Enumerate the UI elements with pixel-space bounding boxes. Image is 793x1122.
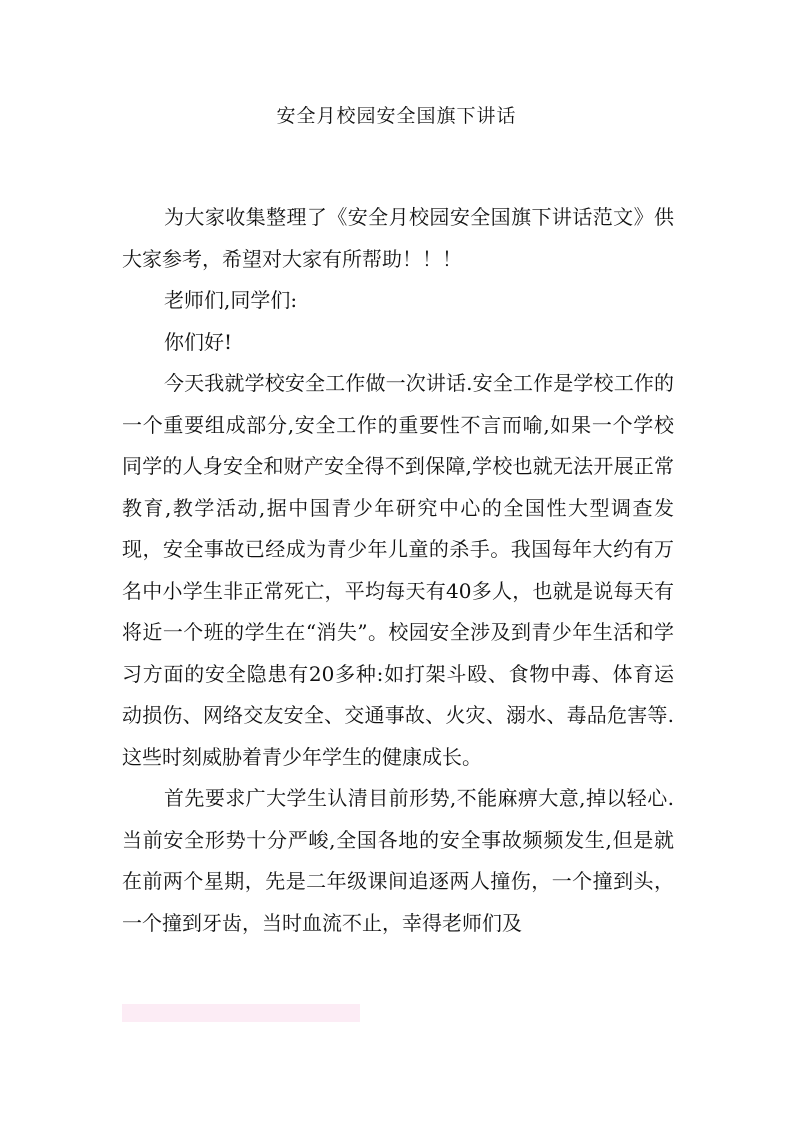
body-paragraph: 首先要求广大学生认清目前形势,不能麻痹大意,掉以轻心.当前安全形势十分严峻,全国各地的安全事故频频发生,但是就在前两个星期，先是二年级课间追逐两人撞伤，一个撞到头，一个撞到牙齿，当时血流不止，幸得老师们及: [122, 786, 674, 935]
intro-paragraph: 为大家收集整理了《安全月校园安全国旗下讲话范文》供大家参考，希望对大家有所帮助！！！: [122, 205, 674, 271]
greeting-paragraph: 你们好!: [164, 329, 233, 354]
salutation-paragraph: 老师们,同学们:: [164, 288, 298, 312]
document-body: [122, 197, 674, 944]
footer-watermark-strip: [122, 1004, 360, 1022]
body-paragraph: 今天我就学校安全工作做一次讲话.安全工作是学校工作的一个重要组成部分,安全工作的重要性不言而喻,如果一个学校同学的人身安全和财产安全得不到保障,学校也就无法开展正常教育,教学活动,据中国青少年研究中心的全国性大型调查发现，安全事故已经成为青少年儿童的杀手。我国每年大约有万名中小学生非正常死亡，平均每天有40多人，也就是说每天有将近一个班的学生在“消失”。校园安全涉及到青少年生活和学习方面的安全隐患有20多种:如打架斗殴、食物中毒、体育运动损伤、网络交友安全、交通事故、火灾、溺水、毒品危害等. 这些时刻威胁着青少年学生的健康成长。: [122, 371, 674, 769]
document-title: 安全月校园安全国旗下讲话: [276, 105, 517, 127]
